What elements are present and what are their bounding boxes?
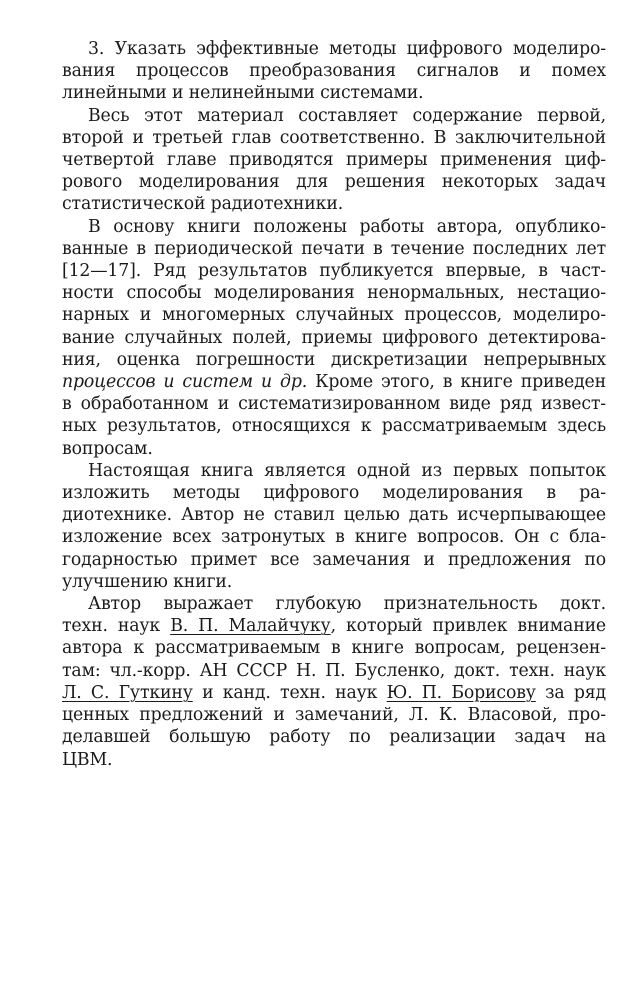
text-line: изложить методы цифрового моделирования в ра-: [62, 483, 606, 504]
italic-text: процессов и систем и др.: [62, 372, 308, 393]
text-line: улучшению книги.: [62, 571, 233, 592]
text-run: Кроме этого, в книге приведен: [307, 372, 607, 393]
paragraph-basis: [62, 216, 606, 460]
text-line: автора к рассматриваемым в книге вопросам, рецензен-: [62, 638, 606, 659]
text-run: и канд. техн. наук: [192, 682, 387, 703]
paragraph-item-3: [62, 38, 606, 105]
text-line: второй и третьей глав соответственно. В заключительной: [62, 127, 606, 148]
paragraph-content: [62, 105, 606, 216]
book-page: [62, 38, 606, 771]
text-line: Автор выражает глубокую признательность докт.: [88, 594, 606, 615]
text-line: 3. Указать эффективные методы цифрового моделиро-: [88, 39, 606, 59]
text-line: ЦВМ.: [62, 749, 113, 770]
text-line: ценных предложений и замечаний, Л. К. Власовой, про-: [62, 705, 606, 726]
paragraph-attempt: [62, 460, 606, 593]
text-line: ния, оценка погрешности дискретизации непрерывных: [62, 349, 606, 370]
text-line: вания процессов преобразования сигналов и помех: [62, 61, 606, 82]
text-line: линейными и нелинейными системами.: [62, 83, 424, 104]
underlined-name: Л. С. Гуткину: [62, 682, 193, 703]
text-line: диотехнике. Автор не ставил целью дать исчерпывающее: [62, 505, 606, 526]
text-run: техн. наук: [62, 616, 171, 637]
text-line: [62, 615, 606, 637]
text-line: [62, 682, 606, 704]
text-line: ванные в периодической печати в течение последних лет: [62, 238, 606, 259]
text-line: Настоящая книга является одной из первых попыток: [88, 460, 606, 481]
text-line: В основу книги положены работы автора, опублико-: [88, 216, 606, 237]
underlined-name: В. П. Малайчуку: [170, 616, 331, 637]
text-line: вание случайных полей, приемы цифрового детектирова-: [62, 327, 606, 348]
paragraph-acknowledgements: [62, 593, 606, 771]
text-line: ных результатов, относящихся к рассматриваемым здесь: [62, 416, 606, 437]
text-line: [62, 371, 606, 393]
text-line: делавшей большую работу по реализации задач на: [62, 727, 606, 748]
text-line: Весь этот материал составляет содержание первой,: [88, 105, 606, 126]
text-line: рового моделирования для решения некоторых задач: [62, 172, 606, 193]
text-line: изложение всех затронутых в книге вопросов. Он с бла-: [62, 527, 606, 548]
text-line: в обработанном и систематизированном виде ряд извест-: [62, 394, 606, 415]
underlined-name: Ю. П. Борисову: [386, 682, 536, 703]
text-line: годарностью примет все замечания и предложения по: [62, 549, 606, 570]
text-line: четвертой главе приводятся примеры применения циф-: [62, 150, 606, 171]
text-line: там: чл.-корр. АН СССР Н. П. Бусленко, докт. техн. наук: [62, 660, 606, 681]
text-line: [12—17]. Ряд результатов публикуется впервые, в част-: [62, 261, 606, 282]
text-line: нарных и многомерных случайных процессов, моделиро-: [62, 305, 606, 326]
text-line: вопросам.: [62, 438, 153, 459]
text-run: за ряд: [535, 682, 606, 703]
text-line: статистической радиотехники.: [62, 194, 344, 215]
text-line: ности способы моделирования ненормальных, нестацио-: [62, 283, 606, 304]
text-run: , который привлек внимание: [330, 616, 607, 637]
